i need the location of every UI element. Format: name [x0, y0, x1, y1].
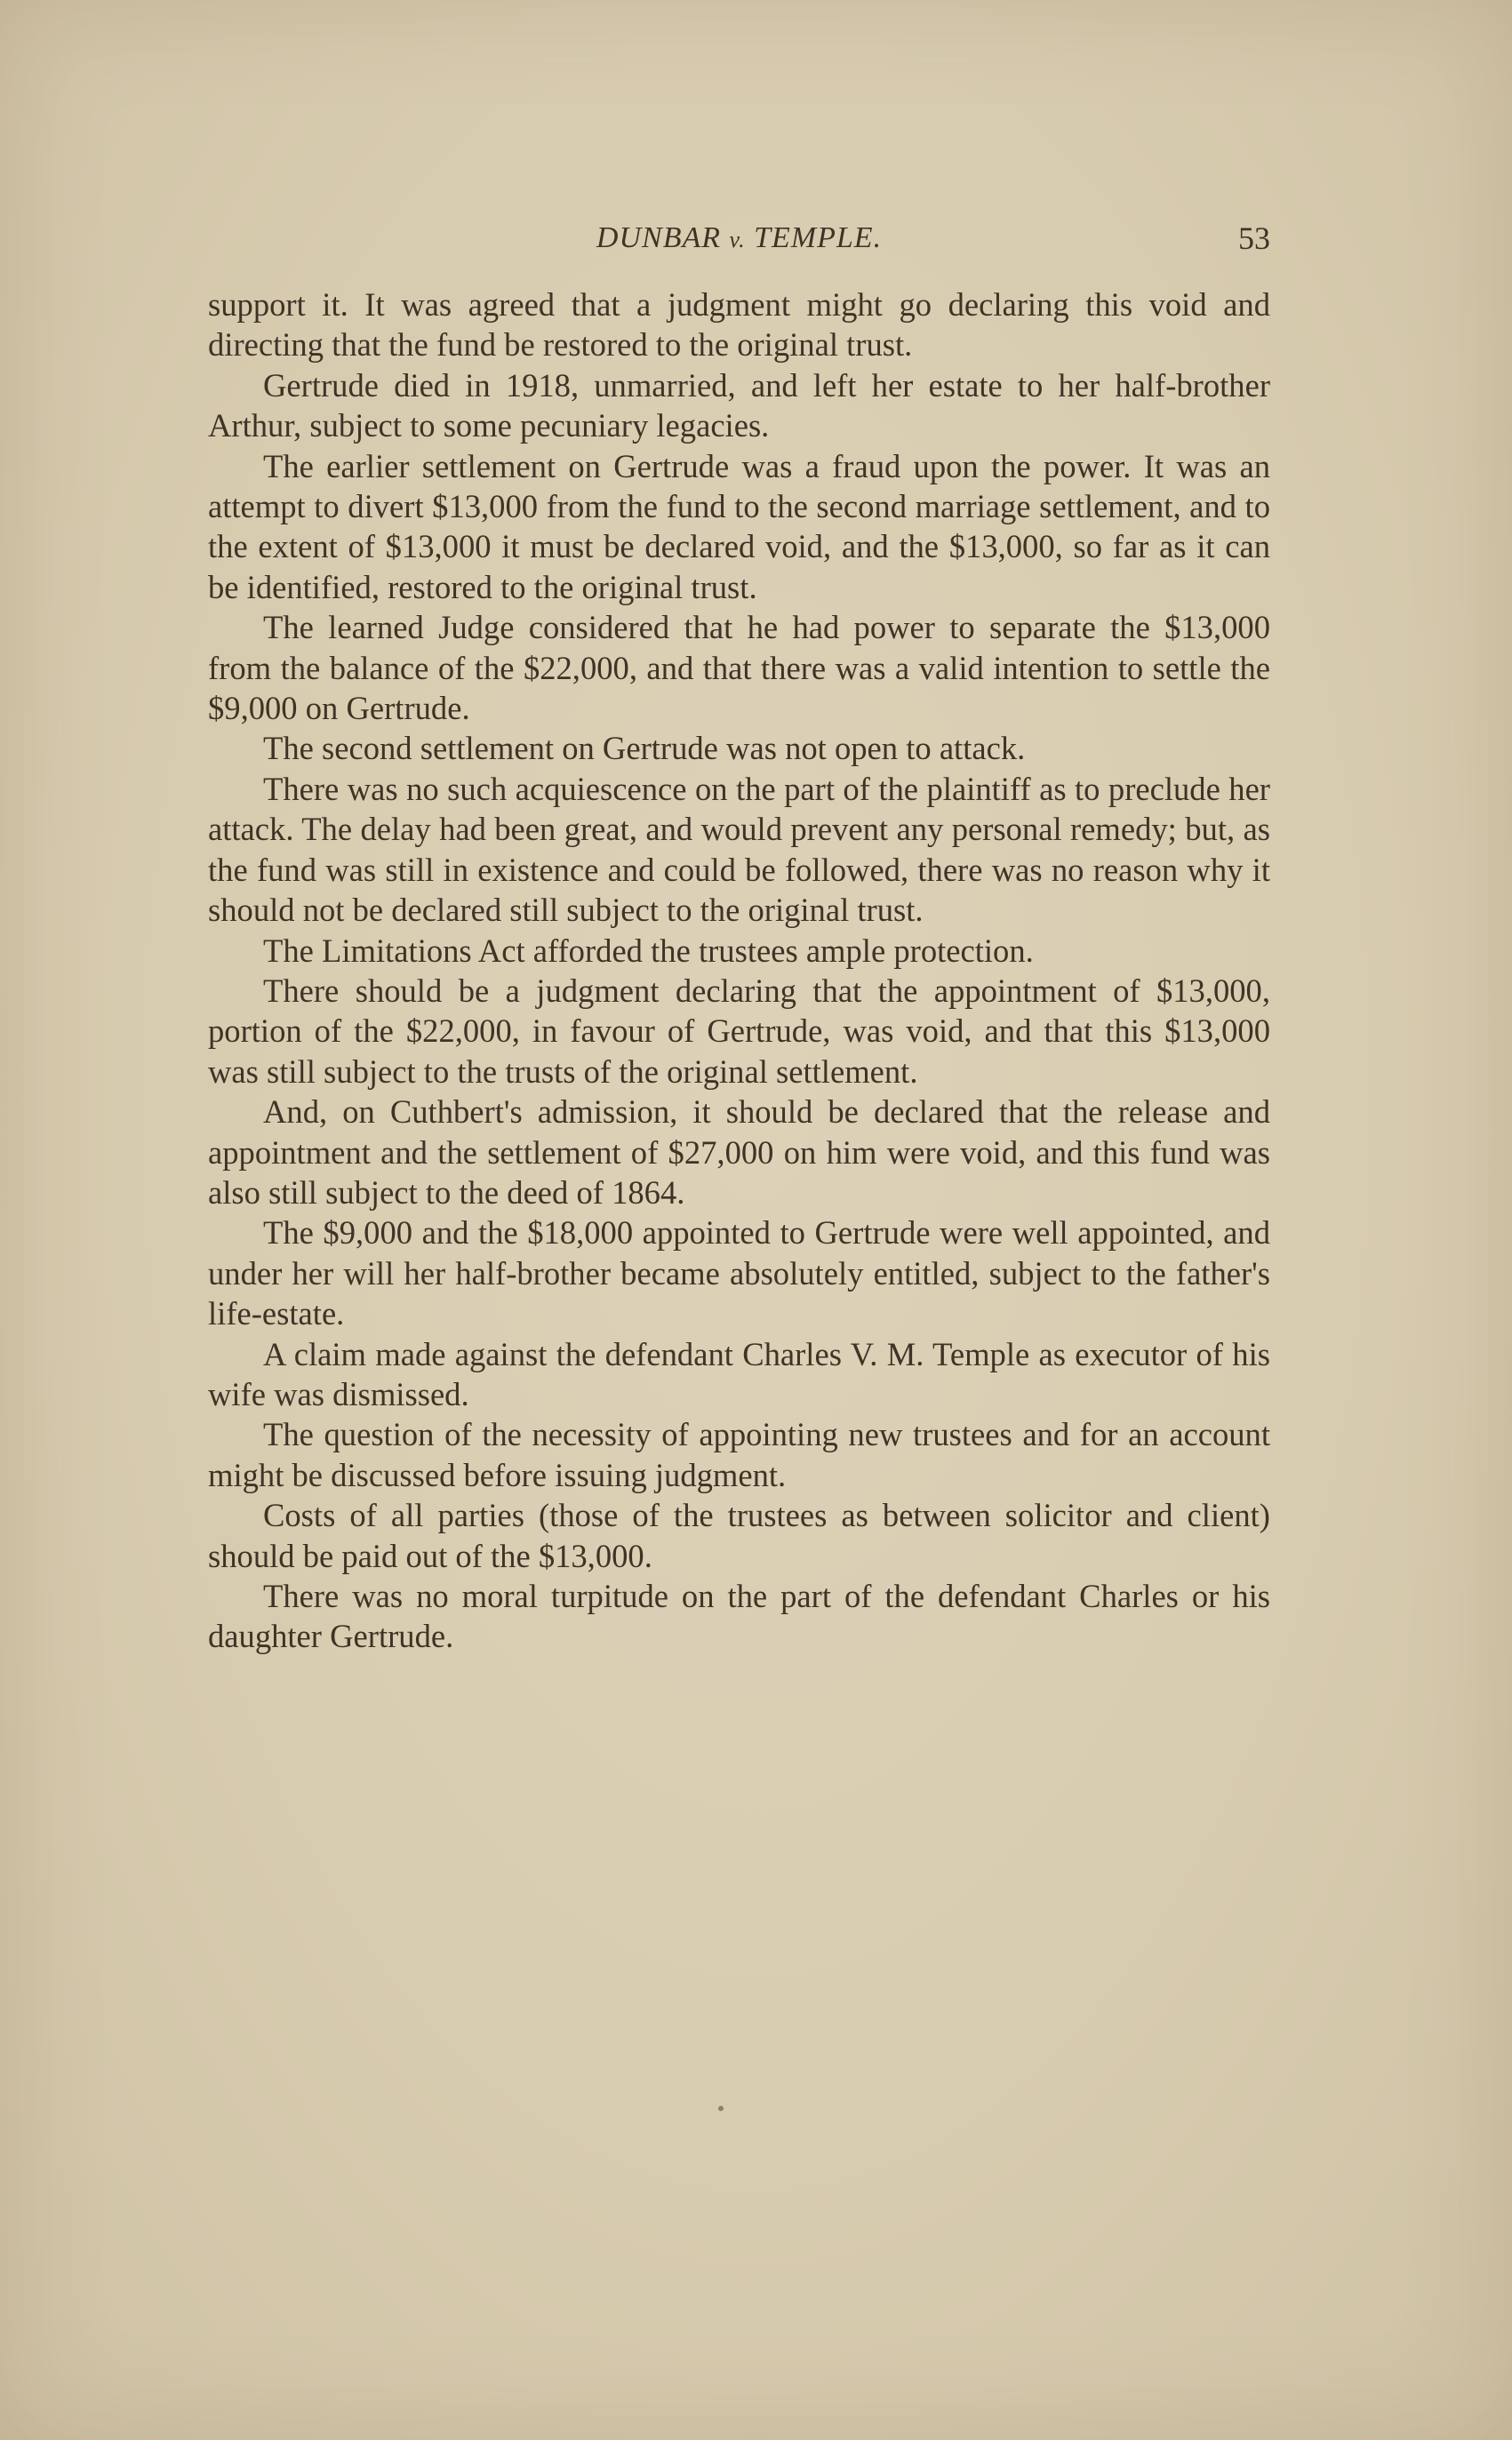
paragraph: The Limitations Act afforded the trustees ample protection.	[263, 932, 1034, 969]
title-right: TEMPLE.	[754, 221, 883, 254]
page-number: 53	[1238, 220, 1270, 256]
paragraph: Costs of all parties (those of the trustees as between solicitor and client) should be paid out of the $13,000.	[208, 1497, 1270, 1574]
paragraph: support it. It was agreed that a judgment might go declaring this void and directing that the fund be restored to the original trust.	[208, 286, 1270, 364]
running-head	[208, 212, 1270, 265]
text-block	[208, 212, 1270, 1657]
paragraph: The question of the necessity of appointing new trustees and for an account might be discussed before issuing judgment.	[208, 1416, 1270, 1493]
paragraph: The learned Judge considered that he had power to separate the $13,000 from the balance of the $22,000, and that there was a valid intention to settle the $9,000 on Gertrude.	[208, 609, 1270, 727]
paragraph: There should be a judgment declaring that the appointment of $13,000, portion of the $22,000, in favour of Gertrude, was void, and that this $13,000 was still subject to the trusts of the original settlement.	[208, 972, 1270, 1090]
body-text	[208, 284, 1270, 1657]
paragraph: A claim made against the defendant Charles V. M. Temple as executor of his wife was dismissed.	[208, 1335, 1270, 1412]
paragraph: Gertrude died in 1918, unmarried, and left her estate to her half-brother Arthur, subject to some pecuniary legacies.	[208, 366, 1270, 444]
paragraph: There was no moral turpitude on the part of the defendant Charles or his daughter Gertrude.	[208, 1578, 1270, 1655]
title-left: DUNBAR	[596, 221, 721, 254]
title-vs: v.	[729, 227, 746, 252]
paper-speck	[718, 2106, 724, 2111]
paragraph: The second settlement on Gertrude was not open to attack.	[263, 730, 1026, 767]
paragraph: There was no such acquiescence on the part of the plaintiff as to preclude her attack. The delay had been great, and would prevent any personal remedy; but, as the fund was still in existence and could be followed, there was no reason why it should not be declared still subject to the original trust.	[208, 770, 1270, 929]
running-title	[208, 212, 1270, 267]
paragraph: The earlier settlement on Gertrude was a fraud upon the power. It was an attempt to divert $13,000 from the fund to the second marriage settlement, and to the extent of $13,000 it must be declared void, and the $13,000, so far as it can be identified, restored to the original trust.	[208, 447, 1270, 605]
paragraph: The $9,000 and the $18,000 appointed to Gertrude were well appointed, and under her will her half-brother became absolutely entitled, subject to the father's life-estate.	[208, 1214, 1270, 1332]
paragraph: And, on Cuthbert's admission, it should be declared that the release and appointment and the settlement of $27,000 on him were void, and this fund was also still subject to the deed of 1864.	[208, 1093, 1270, 1211]
